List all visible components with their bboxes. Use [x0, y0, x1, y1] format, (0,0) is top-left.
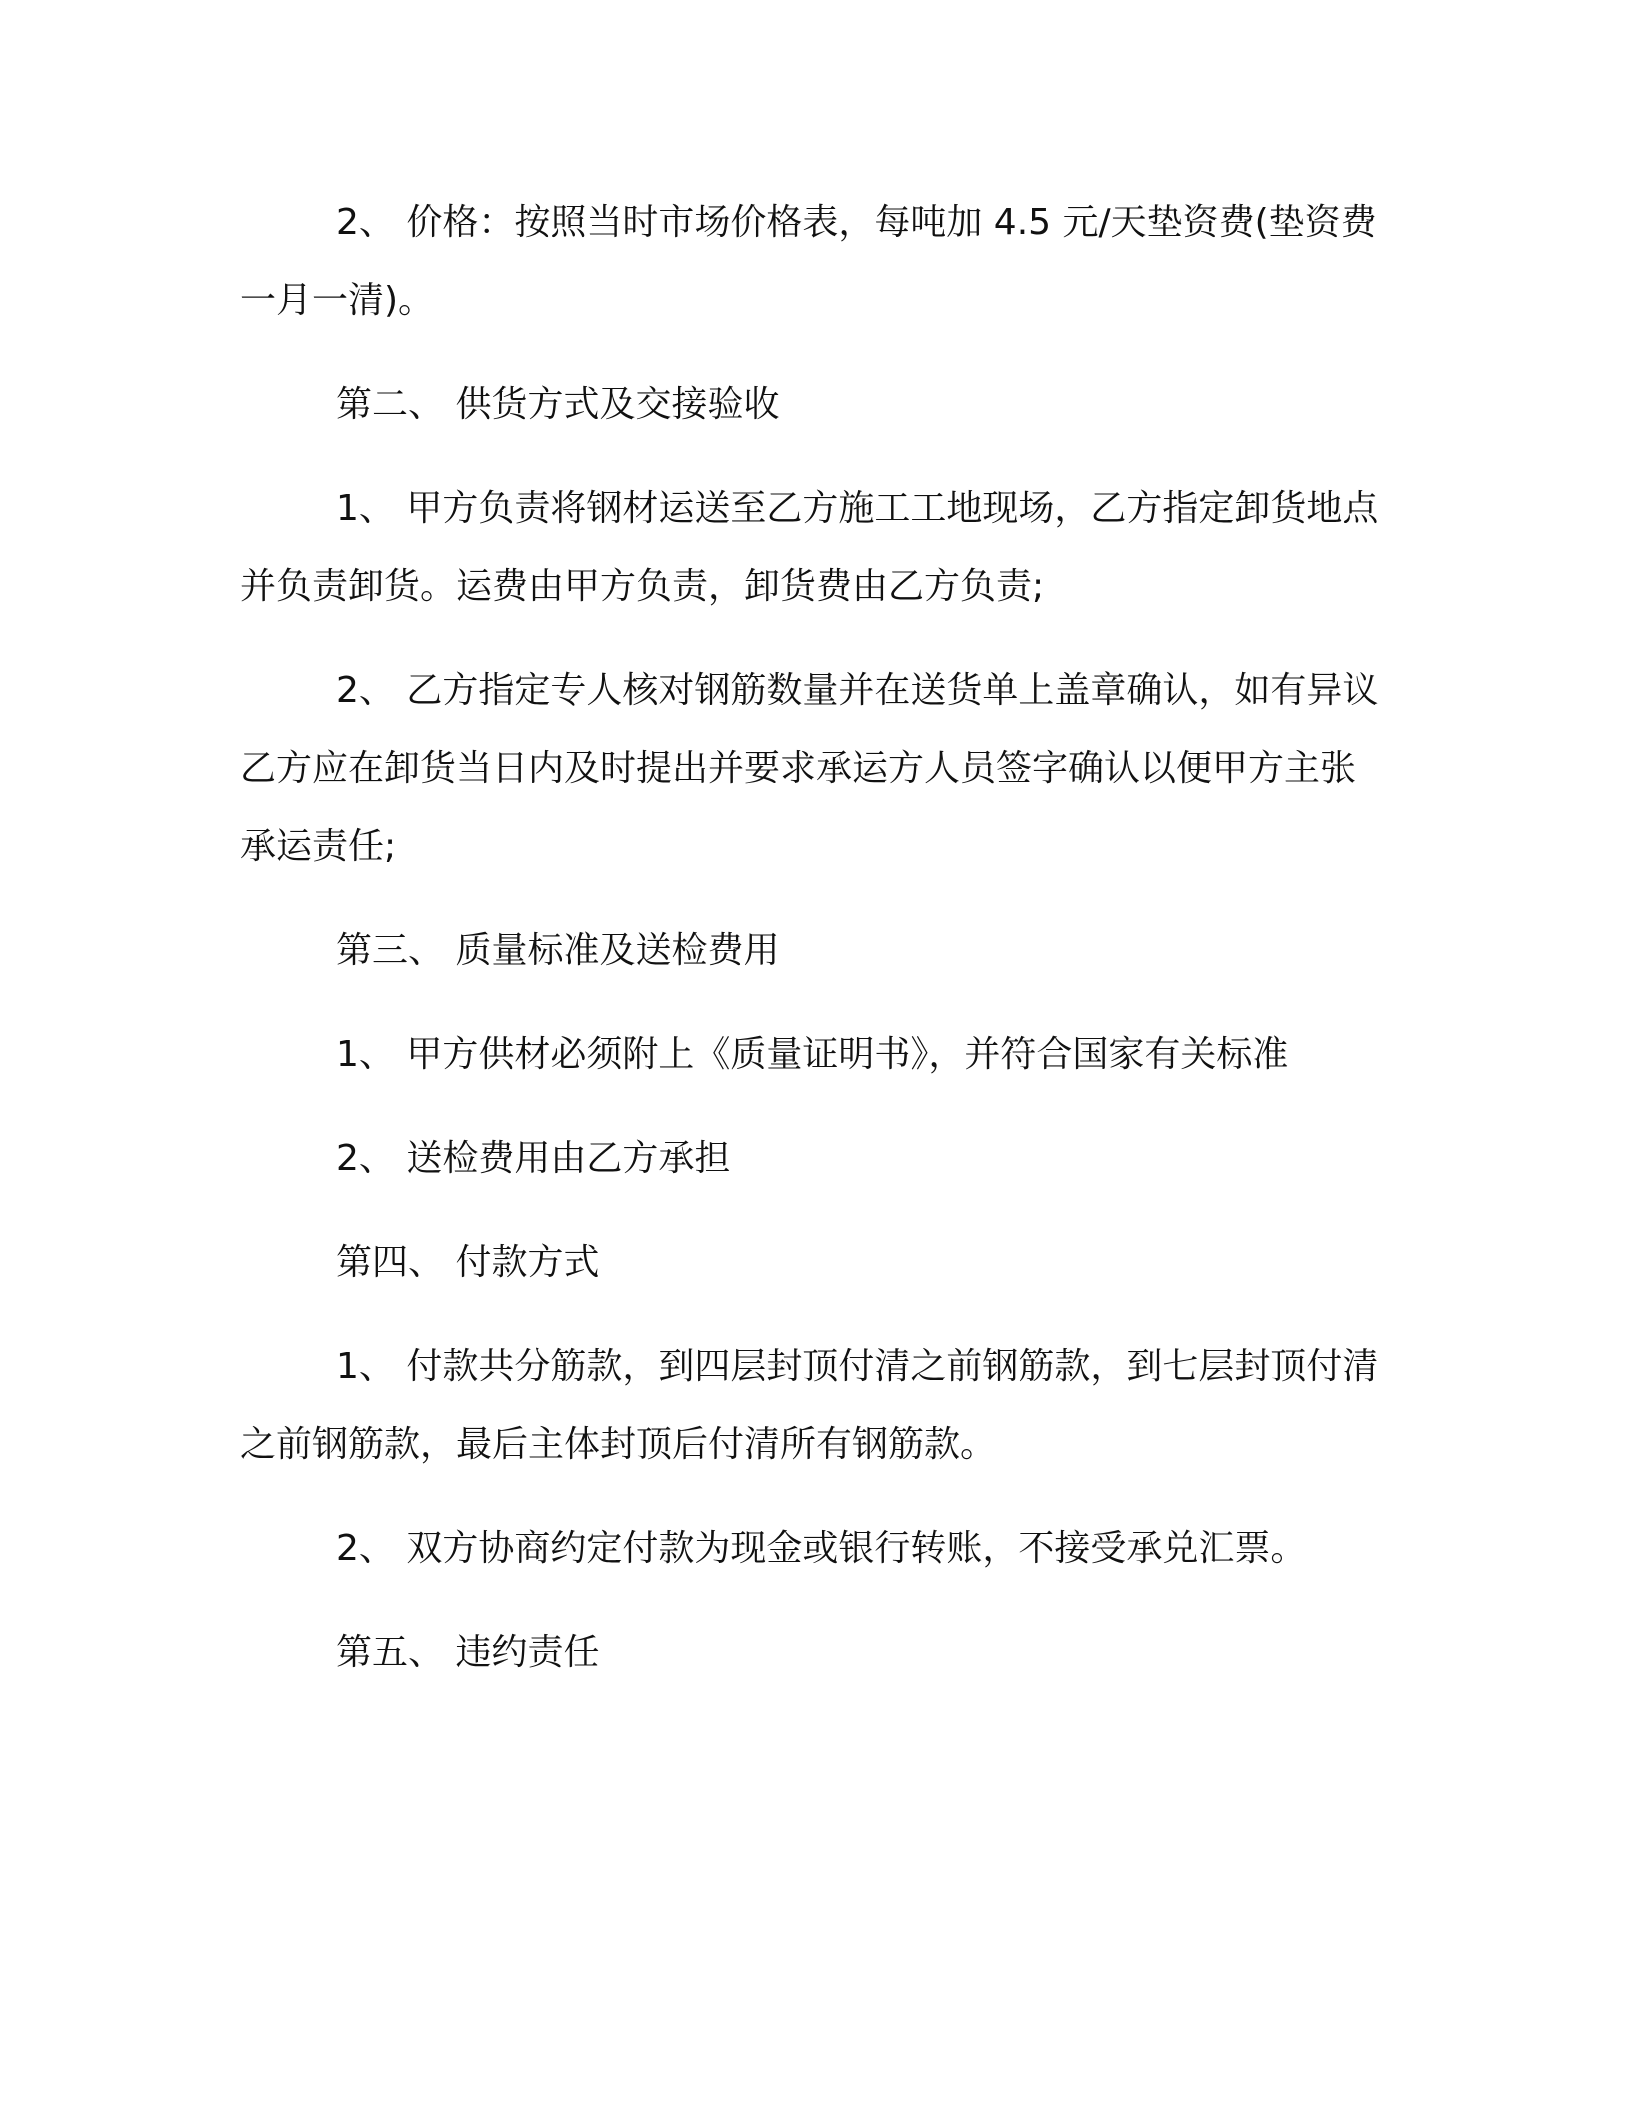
paragraph-quality-cert: 1、 甲方供材必须附上《质量证明书》，并符合国家有关标准 [336, 1034, 1289, 1075]
paragraph-price: 2、 价格：按照当时市场价格表，每吨加 4.5 元/天垫资费(垫资费一月一清)。 [240, 202, 1377, 321]
document-body [240, 184, 1380, 1718]
paragraph-verification: 2、 乙方指定专人核对钢筋数量并在送货单上盖章确认，如有异议乙方应在卸货当日内及时提出并要求承运方人员签字确认以便甲方主张承运责任; [240, 670, 1379, 867]
paragraph-payment-schedule: 1、 付款共分筋款，到四层封顶付清之前钢筋款，到七层封顶付清之前钢筋款，最后主体封顶后付清所有钢筋款。 [240, 1346, 1379, 1465]
section-heading-liability: 第五、 违约责任 [336, 1632, 600, 1673]
paragraph-payment-method: 2、 双方协商约定付款为现金或银行转账，不接受承兑汇票。 [336, 1528, 1307, 1569]
paragraph-delivery: 1、 甲方负责将钢材运送至乙方施工工地现场，乙方指定卸货地点并负责卸货。运费由甲方负责，卸货费由乙方负责; [240, 488, 1379, 607]
section-heading-supply: 第二、 供货方式及交接验收 [336, 384, 780, 425]
paragraph-inspection-fee: 2、 送检费用由乙方承担 [336, 1138, 731, 1179]
section-heading-quality: 第三、 质量标准及送检费用 [336, 930, 780, 971]
section-heading-payment: 第四、 付款方式 [336, 1242, 600, 1283]
